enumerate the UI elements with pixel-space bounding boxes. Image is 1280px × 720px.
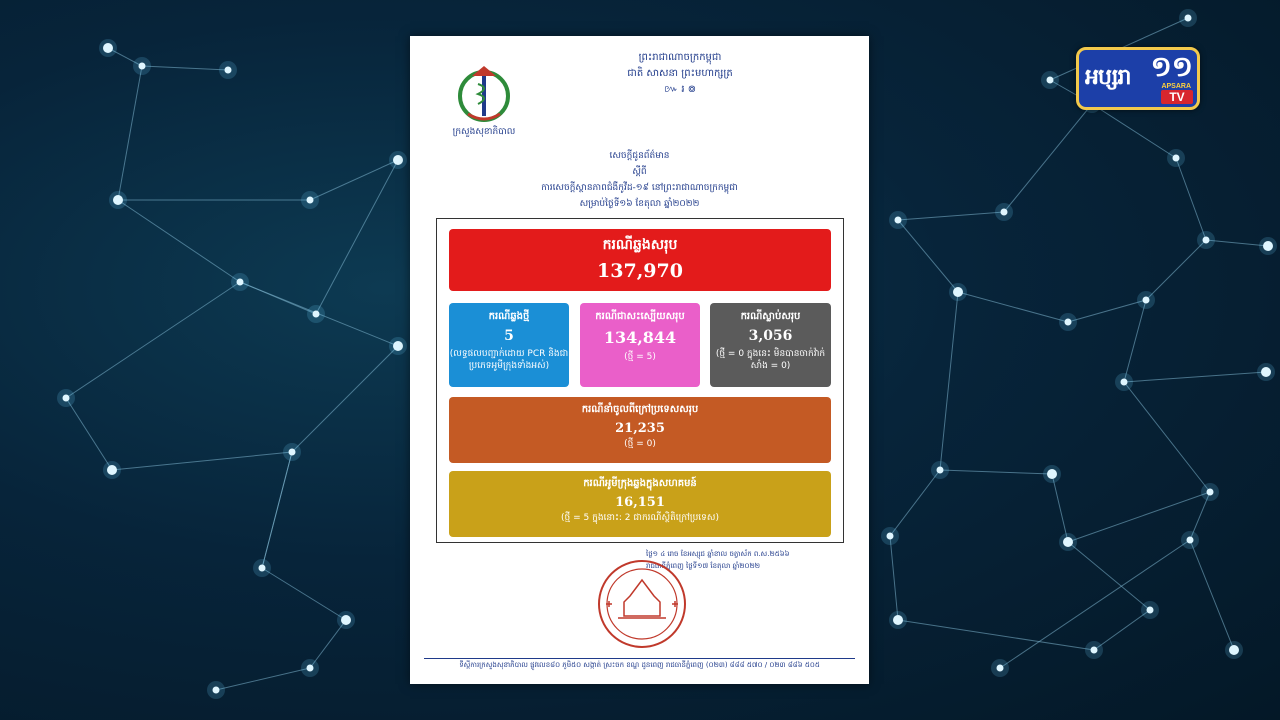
release-subject xyxy=(470,148,809,212)
network-link xyxy=(1124,372,1266,382)
network-node xyxy=(307,197,314,204)
network-node xyxy=(1063,537,1073,547)
network-link xyxy=(1092,104,1176,158)
network-link xyxy=(1124,300,1146,382)
ornament-line: ៚ ៛ ៙ xyxy=(664,84,696,95)
network-node xyxy=(213,687,220,694)
network-node xyxy=(237,279,244,286)
network-node xyxy=(1047,469,1057,479)
logo-word: អប្សរា xyxy=(1085,64,1131,90)
network-link xyxy=(940,292,958,470)
kingdom-line: ព្រះរាជាណាចក្រកម្ពុជា xyxy=(638,52,722,63)
imported-cases-box xyxy=(449,397,831,463)
subject-line: សម្រាប់ថ្ងៃទី១៦ ខែតុលា ឆ្នាំ២០២២ xyxy=(579,199,700,209)
network-link xyxy=(142,66,228,70)
footer-address: ទីស្តីការក្រសួងសុខាភិបាល ផ្លូវលេខ៨០ ភូមិ៥០ សង្កាត់ ស្រះចក ខណ្ឌ ដូនពេញ រាជធានីភ្នំពេញ (០២៣) ៨៨៨ ៥៧០ / ០២៣ ៨៨៦ ៥០៥ xyxy=(459,661,820,669)
network-link xyxy=(216,668,310,690)
network-node xyxy=(1173,155,1180,162)
network-node xyxy=(139,63,146,70)
solar-date: រាជធានីភ្នំពេញ ថ្ងៃទី១៧ ខែតុលា ឆ្នាំ២០២២ xyxy=(646,562,761,570)
ministry-name: ក្រសួងសុខាភិបាល xyxy=(452,127,516,137)
recovered-box xyxy=(580,303,700,387)
network-node xyxy=(1147,607,1154,614)
deaths-note: (ថ្មី = 0 ក្នុងនេះ មិនបានចាក់វ៉ាក់សាំង = 0) xyxy=(715,349,826,371)
new-cases-value: 5 xyxy=(504,328,514,344)
network-link xyxy=(940,470,1052,474)
network-link xyxy=(1068,300,1146,322)
network-node xyxy=(893,615,903,625)
network-node xyxy=(1091,647,1098,654)
network-link xyxy=(898,220,958,292)
total-cases-value: 137,970 xyxy=(597,260,683,282)
network-link xyxy=(310,620,346,668)
network-node xyxy=(393,155,403,165)
community-label: ករណីអូមីក្រុងឆ្លងក្នុងសហគមន៍ xyxy=(583,478,697,489)
press-release-document xyxy=(410,36,869,684)
network-link xyxy=(1146,240,1206,300)
network-node xyxy=(103,43,113,53)
network-node xyxy=(1143,297,1150,304)
network-node xyxy=(259,565,266,572)
network-node xyxy=(289,449,296,456)
network-node xyxy=(1207,489,1214,496)
network-link xyxy=(898,212,1004,220)
total-cases-label: ករណីឆ្លងសរុប xyxy=(602,237,678,253)
stats-panel xyxy=(436,218,844,543)
network-link xyxy=(66,398,112,470)
deaths-value: 3,056 xyxy=(748,328,793,344)
network-node xyxy=(63,395,70,402)
new-cases-box xyxy=(449,303,569,387)
network-link xyxy=(310,160,398,200)
network-node xyxy=(1229,645,1239,655)
network-node xyxy=(1121,379,1128,386)
community-note: (ថ្មី = 5 ក្នុងនោះ: 2 ជាករណីស្ថិតិក្រៅប្រទេស) xyxy=(561,513,719,523)
deaths-label: ករណីស្លាប់សរុប xyxy=(740,311,801,322)
network-link xyxy=(1052,474,1068,542)
network-node xyxy=(113,195,123,205)
network-link xyxy=(292,346,398,452)
network-link xyxy=(1176,158,1206,240)
network-node xyxy=(1261,367,1271,377)
network-node xyxy=(1187,537,1194,544)
subject-line: ការសេចក្តីស្ថានភាពជំងឺកូវីដ-១៩ នៅព្រះរាជាណាចក្រកម្ពុជា xyxy=(541,183,738,193)
network-link xyxy=(1068,542,1150,610)
network-node xyxy=(1065,319,1072,326)
network-node xyxy=(887,533,894,540)
network-node xyxy=(1001,209,1008,216)
network-link xyxy=(262,452,292,568)
network-link xyxy=(1190,540,1234,650)
motto-line: ជាតិ សាសនា ព្រះមហាក្សត្រ xyxy=(627,68,733,79)
deaths-box xyxy=(710,303,831,387)
kingdom-header xyxy=(560,50,800,98)
network-node xyxy=(393,341,403,351)
community-value: 16,151 xyxy=(615,495,665,510)
logo-tv: TV xyxy=(1161,90,1193,104)
network-node xyxy=(953,287,963,297)
logo-sub: APSARA xyxy=(1161,83,1191,90)
new-cases-note: (លទ្ធផលបញ្ជាក់ដោយ PCR និងជាប្រភេទអូមីក្រុងទាំងអស់) xyxy=(449,349,569,371)
ministry-emblem-icon xyxy=(454,62,514,124)
network-node xyxy=(997,665,1004,672)
recovered-note: (ថ្មី = 5) xyxy=(624,352,656,362)
imported-label: ករណីនាំចូលពីក្រៅប្រទេសសរុប xyxy=(581,404,699,415)
channel-logo xyxy=(1076,47,1200,110)
network-link xyxy=(262,568,346,620)
official-seal-icon xyxy=(596,558,688,650)
recovered-label: ករណីជាសះស្បើយសរុប xyxy=(595,311,685,322)
network-link xyxy=(316,160,398,314)
imported-note: (ថ្មី = 0) xyxy=(624,439,656,449)
network-link xyxy=(1206,240,1268,246)
network-link xyxy=(112,452,292,470)
network-link xyxy=(118,66,142,200)
network-link xyxy=(890,470,940,536)
subject-line: ស្តីពី xyxy=(632,167,647,177)
network-link xyxy=(958,292,1068,322)
logo-number: ១១ xyxy=(1150,50,1193,83)
network-node xyxy=(307,665,314,672)
network-node xyxy=(895,217,902,224)
recovered-value: 134,844 xyxy=(603,328,677,347)
network-link xyxy=(118,200,240,282)
network-link xyxy=(1124,382,1210,492)
subject-line: សេចក្តីជូនព័ត៌មាន xyxy=(609,151,670,161)
network-node xyxy=(1263,241,1273,251)
network-link xyxy=(1004,104,1092,212)
network-node xyxy=(225,67,232,74)
network-node xyxy=(1185,15,1192,22)
network-node xyxy=(107,465,117,475)
lunar-date: ថ្ងៃ១ ៤ រោច ខែអស្សុជ ឆ្នាំខាល ចត្វាស័ក ព.ស.២៥៦៦ xyxy=(646,550,790,558)
network-link xyxy=(890,536,898,620)
new-cases-label: ករណីឆ្លងថ្មី xyxy=(488,311,530,322)
network-node xyxy=(1203,237,1210,244)
network-node xyxy=(1047,77,1054,84)
network-link xyxy=(66,282,240,398)
network-link xyxy=(1094,610,1150,650)
imported-value: 21,235 xyxy=(615,421,665,436)
community-cases-box xyxy=(449,471,831,537)
footer-divider xyxy=(424,658,855,659)
network-node xyxy=(313,311,320,318)
network-node xyxy=(937,467,944,474)
network-node xyxy=(341,615,351,625)
total-cases-box xyxy=(449,229,831,291)
